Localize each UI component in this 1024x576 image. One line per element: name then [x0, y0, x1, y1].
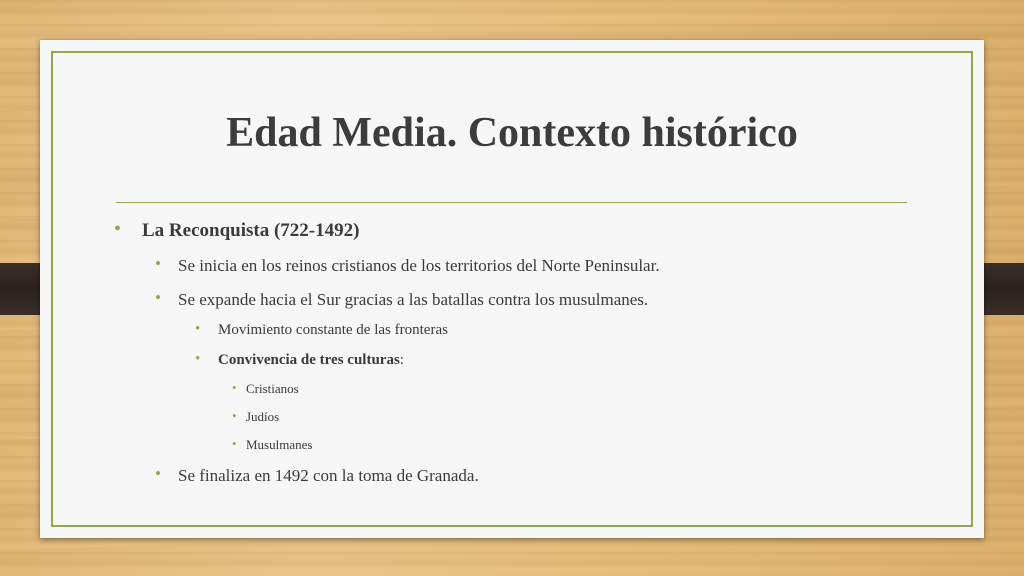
bullet-icon: • — [232, 380, 237, 395]
bullet-icon: • — [232, 436, 237, 451]
bullet-convivencia — [218, 352, 404, 369]
bullet-icon: • — [195, 321, 201, 337]
bullet-icon: • — [155, 288, 161, 307]
bullet-icon: • — [155, 464, 161, 483]
bullet-icon: • — [155, 254, 161, 273]
bullet-finaliza: Se finaliza en 1492 con la toma de Granada. — [178, 466, 479, 485]
bullet-musulmanes: Musulmanes — [246, 437, 313, 452]
title-divider — [116, 202, 907, 203]
bullet-convivencia-colon: : — [399, 352, 404, 368]
bullet-icon: • — [114, 218, 122, 240]
bullet-fronteras: Movimiento constante de las fronteras — [218, 322, 448, 338]
slide-title: Edad Media. Contexto histórico — [226, 110, 798, 156]
bullet-inicia: Se inicia en los reinos cristianos de los territorios del Norte Peninsular. — [178, 256, 660, 275]
bullet-reconquista: La Reconquista (722-1492) — [142, 220, 360, 241]
bullet-icon: • — [195, 351, 201, 367]
bullet-judios: Judíos — [246, 409, 280, 424]
bullet-expande: Se expande hacia el Sur gracias a las batallas contra los musulmanes. — [178, 290, 649, 309]
bullet-cristianos: Cristianos — [246, 381, 299, 396]
bullet-convivencia-bold: Convivencia de tres culturas — [218, 352, 400, 368]
bullet-icon: • — [232, 408, 237, 423]
slide-card — [40, 40, 984, 538]
